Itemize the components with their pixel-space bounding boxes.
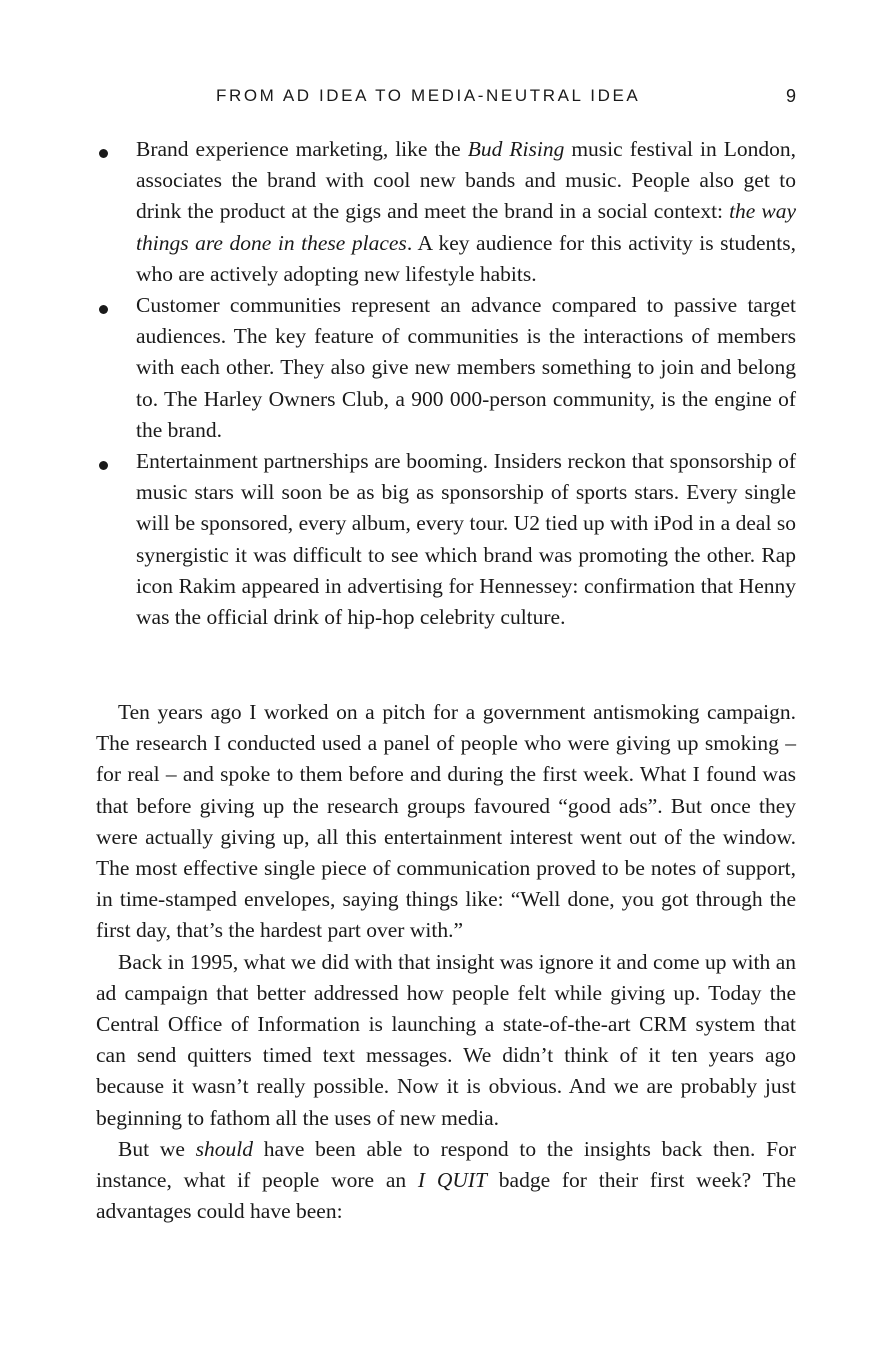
text-segment: Ten years ago I worked on a pitch for a government antismoking campaign. The research I conducted used a panel of people who were giving up smoking – for real – and spoke to them before and during the first week. What I found was that before giving up the research groups favoured “good ads”. But once they were actually giving up, all this entertainment interest went out of the window. The most effective single piece of communication proved to be notes of support, in time-stamped envelopes, saying things like: “Well done, you got through the first day, that’s the hardest part over with.” xyxy=(96,700,796,943)
body-text xyxy=(96,697,796,1227)
paragraph xyxy=(96,947,796,1134)
bullet-icon xyxy=(99,461,108,470)
list-item xyxy=(96,446,796,633)
text-segment: Entertainment partnerships are booming. Insiders reckon that sponsorship of music stars will soon be as big as sponsorship of sports stars. Every single will be sponsored, every album, every tour. U2 tied up with iPod in a deal so synergistic it was difficult to see which brand was promoting the other. Rap icon Rakim appeared in advertising for Hennessey: confirmation that Henny was the official drink of hip-hop celebrity culture. xyxy=(136,449,796,630)
text-segment: Back in 1995, what we did with that insight was ignore it and come up with an ad campaign that better addressed how people felt while giving up. Today the Central Office of Information is launching a state-of-the-art CRM system that can send quitters timed text messages. We didn’t think of it ten years ago because it wasn’t really possible. Now it is obvious. And we are probably just beginning to fathom all the uses of new media. xyxy=(96,949,796,1130)
text-segment: Customer communities represent an advance compared to passive target audiences. The key feature of communities is the interactions of members with each other. They also give new members something to join and belong to. The Harley Owners Club, a 900 000-person community, is the engine of the brand. xyxy=(136,293,796,442)
text-segment: music festival in London, associates the brand with cool new bands and music. People also get to drink the product at the gigs and meet the brand in a social context: xyxy=(136,137,796,224)
page-number: 9 xyxy=(785,86,796,106)
bullet-list xyxy=(96,134,796,633)
bullet-icon xyxy=(99,305,108,314)
italic-segment: Bud Rising xyxy=(467,137,565,161)
running-title: FROM AD IDEA TO MEDIA-NEUTRAL IDEA xyxy=(216,86,641,105)
text-segment: . A key audience for this activity is students, who are actively adopting new lifestyle habits. xyxy=(136,230,796,286)
italic-segment: I QUIT xyxy=(417,1168,488,1193)
bullet-text xyxy=(136,290,796,446)
bullet-text xyxy=(136,134,796,290)
paragraph xyxy=(96,1134,796,1228)
text-segment: Brand experience marketing, like the xyxy=(136,137,468,161)
paragraph xyxy=(96,697,796,947)
italic-segment: should xyxy=(195,1136,254,1161)
text-segment: badge for their first week? The advantages could have been: xyxy=(96,1168,796,1224)
list-item xyxy=(96,134,796,290)
bullet-icon xyxy=(99,149,108,158)
running-header xyxy=(96,84,796,110)
list-item xyxy=(96,290,796,446)
text-segment: have been able to respond to the insights back then. For instance, what if people wore an xyxy=(96,1136,796,1193)
text-segment: But we xyxy=(118,1136,196,1161)
bullet-text xyxy=(136,446,796,633)
italic-segment: the way things are done in these places xyxy=(136,199,796,255)
